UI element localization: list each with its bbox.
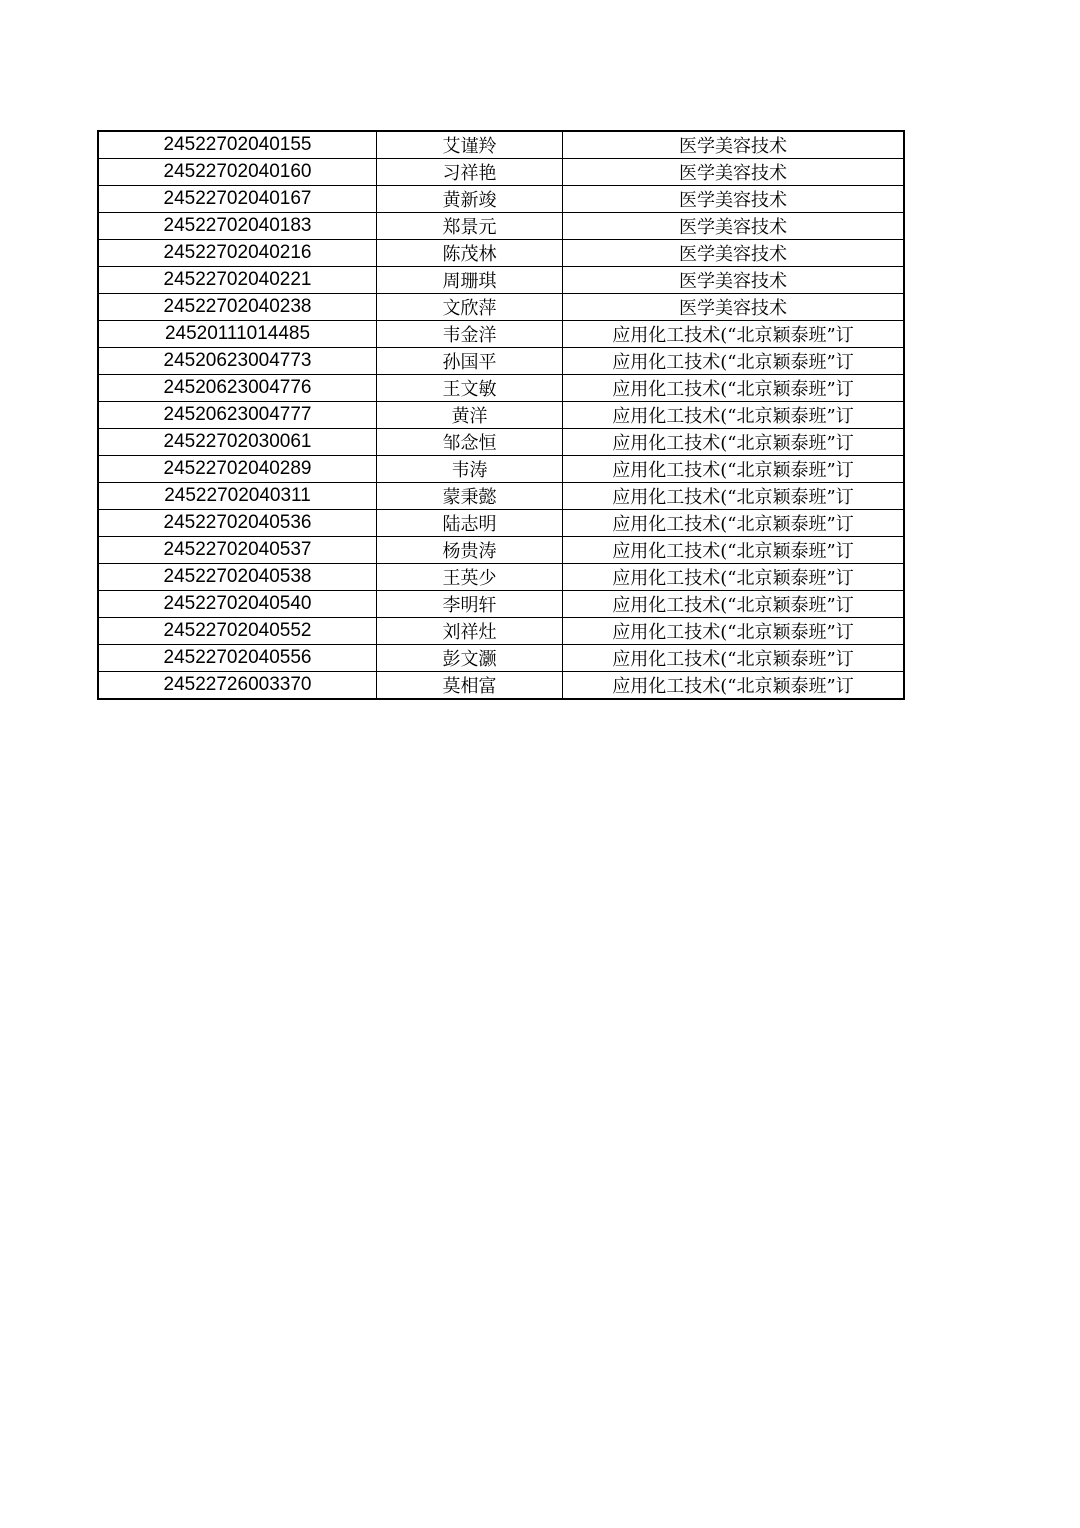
student-id-cell: 24522702040311: [98, 483, 377, 510]
student-id-cell: 24522702040183: [98, 213, 377, 240]
student-id-cell: 24522702040552: [98, 618, 377, 645]
major-cell: 应用化工技术(“北京颖泰班”订: [563, 348, 905, 375]
table-row: [98, 564, 904, 591]
student-id-cell: 24520111014485: [98, 321, 377, 348]
major-cell: 应用化工技术(“北京颖泰班”订: [563, 510, 905, 537]
table-row: [98, 618, 904, 645]
student-id-cell: 24522726003370: [98, 672, 377, 700]
student-name-cell: 韦金洋: [377, 321, 563, 348]
table-row: [98, 348, 904, 375]
student-name-cell: 孙国平: [377, 348, 563, 375]
student-id-cell: 24522702040238: [98, 294, 377, 321]
major-cell: 医学美容技术: [563, 159, 905, 186]
student-name-cell: 文欣萍: [377, 294, 563, 321]
student-id-cell: 24522702040289: [98, 456, 377, 483]
student-name-cell: 艾谨羚: [377, 131, 563, 159]
student-roster-table: [97, 130, 905, 700]
student-name-cell: 王文敏: [377, 375, 563, 402]
table-row: [98, 456, 904, 483]
major-cell: 应用化工技术(“北京颖泰班”订: [563, 645, 905, 672]
student-id-cell: 24520623004773: [98, 348, 377, 375]
student-id-cell: 24522702040536: [98, 510, 377, 537]
table-row: [98, 159, 904, 186]
student-name-cell: 邹念恒: [377, 429, 563, 456]
table-row: [98, 591, 904, 618]
major-cell: 医学美容技术: [563, 186, 905, 213]
student-name-cell: 黄新竣: [377, 186, 563, 213]
student-id-cell: 24522702040556: [98, 645, 377, 672]
student-id-cell: 24522702030061: [98, 429, 377, 456]
major-cell: 应用化工技术(“北京颖泰班”订: [563, 429, 905, 456]
student-name-cell: 蒙秉懿: [377, 483, 563, 510]
student-name-cell: 杨贵涛: [377, 537, 563, 564]
student-name-cell: 黄洋: [377, 402, 563, 429]
table-row: [98, 131, 904, 159]
student-id-cell: 24522702040160: [98, 159, 377, 186]
table-row: [98, 213, 904, 240]
student-name-cell: 王英少: [377, 564, 563, 591]
major-cell: 医学美容技术: [563, 131, 905, 159]
major-cell: 应用化工技术(“北京颖泰班”订: [563, 672, 905, 700]
table-row: [98, 483, 904, 510]
major-cell: 医学美容技术: [563, 213, 905, 240]
student-name-cell: 韦涛: [377, 456, 563, 483]
major-cell: 应用化工技术(“北京颖泰班”订: [563, 564, 905, 591]
table-row: [98, 402, 904, 429]
table-row: [98, 294, 904, 321]
table-row: [98, 645, 904, 672]
table-row: [98, 375, 904, 402]
student-name-cell: 郑景元: [377, 213, 563, 240]
roster-body: [98, 131, 904, 699]
major-cell: 应用化工技术(“北京颖泰班”订: [563, 402, 905, 429]
student-name-cell: 彭文灏: [377, 645, 563, 672]
student-id-cell: 24522702040538: [98, 564, 377, 591]
student-name-cell: 陆志明: [377, 510, 563, 537]
major-cell: 医学美容技术: [563, 294, 905, 321]
table-row: [98, 429, 904, 456]
student-name-cell: 周珊琪: [377, 267, 563, 294]
major-cell: 应用化工技术(“北京颖泰班”订: [563, 618, 905, 645]
student-id-cell: 24520623004776: [98, 375, 377, 402]
table-row: [98, 537, 904, 564]
student-name-cell: 陈茂林: [377, 240, 563, 267]
table-row: [98, 672, 904, 700]
student-name-cell: 刘祥灶: [377, 618, 563, 645]
table-row: [98, 240, 904, 267]
major-cell: 应用化工技术(“北京颖泰班”订: [563, 375, 905, 402]
major-cell: 应用化工技术(“北京颖泰班”订: [563, 537, 905, 564]
student-id-cell: 24522702040216: [98, 240, 377, 267]
major-cell: 医学美容技术: [563, 267, 905, 294]
table-row: [98, 186, 904, 213]
student-id-cell: 24522702040167: [98, 186, 377, 213]
major-cell: 应用化工技术(“北京颖泰班”订: [563, 591, 905, 618]
student-id-cell: 24522702040540: [98, 591, 377, 618]
student-id-cell: 24522702040221: [98, 267, 377, 294]
student-name-cell: 莫相富: [377, 672, 563, 700]
table-row: [98, 510, 904, 537]
major-cell: 应用化工技术(“北京颖泰班”订: [563, 456, 905, 483]
student-id-cell: 24522702040537: [98, 537, 377, 564]
table-row: [98, 321, 904, 348]
table-row: [98, 267, 904, 294]
student-name-cell: 习祥艳: [377, 159, 563, 186]
major-cell: 医学美容技术: [563, 240, 905, 267]
major-cell: 应用化工技术(“北京颖泰班”订: [563, 321, 905, 348]
student-id-cell: 24522702040155: [98, 131, 377, 159]
student-name-cell: 李明轩: [377, 591, 563, 618]
student-id-cell: 24520623004777: [98, 402, 377, 429]
major-cell: 应用化工技术(“北京颖泰班”订: [563, 483, 905, 510]
